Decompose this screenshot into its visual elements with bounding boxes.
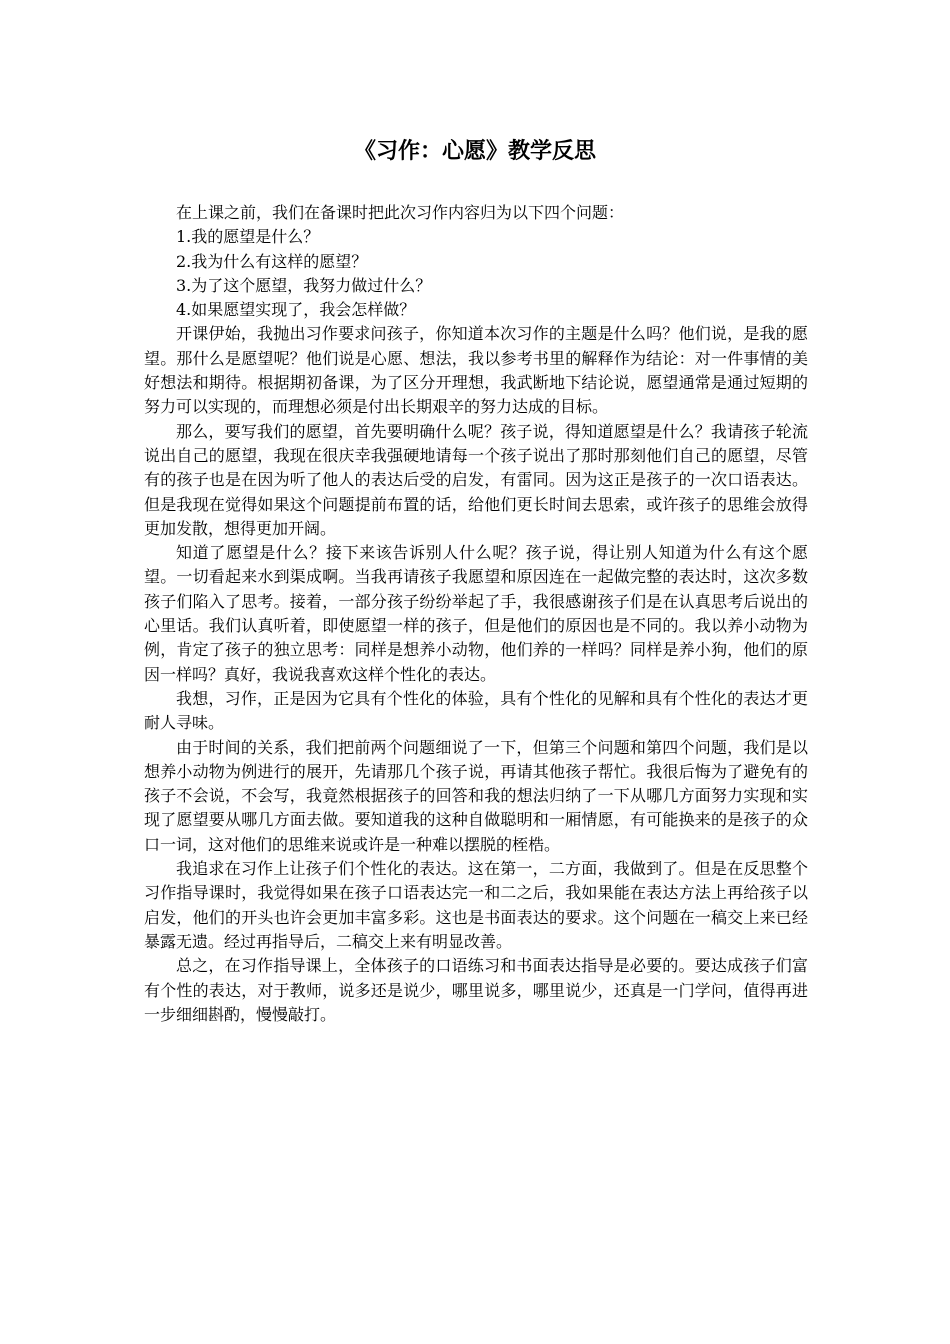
paragraph-time: 由于时间的关系，我们把前两个问题细说了一下，但第三个问题和第四个问题，我们是以想养小动物为例进行的展开，先请那几个孩子说，再请其他孩子帮忙。我很后悔为了避免有的孩子不会说，不会写，我竟然根据孩子的回答和我的想法归纳了一下从哪几方面努力实现和实现了愿望要从哪几方面去做。要知道我的这种自做聪明和一厢情愿，有可能换来的是孩子的众口一词，这对他们的思维来说或许是一种难以摆脱的桎梏。 (144, 737, 808, 854)
question-item-2: 2.我为什么有这样的愿望？ (176, 251, 368, 271)
paragraph-why-wish: 知道了愿望是什么？接下来该告诉别人什么呢？孩子说，得让别人知道为什么有这个愿望。一切看起来水到渠成啊。当我再请孩子我愿望和原因连在一起做完整的表达时，这次多数孩子们陷入了思考。接着，一部分孩子纷纷举起了手，我很感谢孩子们是在认真思考后说出的心里话。我们认真听着，即使愿望一样的孩子，但是他们的原因也是不同的。我以养小动物为例，肯定了孩子的独立思考：同样是想养小动物，他们养的一样吗？同样是养小狗，他们的原因一样吗？真好，我说我喜欢这样个性化的表达。 (144, 543, 808, 684)
paragraph-reflection: 我追求在习作上让孩子们个性化的表达。这在第一，二方面，我做到了。但是在反思整个习作指导课时，我觉得如果在孩子口语表达完一和二之后，我如果能在表达方法上再给孩子以启发，他们的开头也许会更加丰富多彩。这也是书面表达的要求。这个问题在一稿交上来已经暴露无遗。经过再指导后，二稿交上来有明显改善。 (144, 859, 808, 951)
paragraph-opening: 开课伊始，我抛出习作要求问孩子，你知道本次习作的主题是什么吗？他们说，是我的愿望。那什么是愿望呢？他们说是心愿、想法，我以参考书里的解释作为结论：对一件事情的美好想法和期待。根据期初备课，为了区分开理想，我武断地下结论说，愿望通常是通过短期的努力可以实现的，而理想必须是付出长期艰辛的努力达成的目标。 (144, 324, 808, 417)
question-item-4: 4.如果愿望实现了，我会怎样做？ (176, 300, 416, 320)
document-title: 《习作：心愿》教学反思 (353, 139, 596, 164)
intro-paragraph: 在上课之前，我们在备课时把此次习作内容归为以下四个问题： (176, 203, 625, 222)
paragraph-what-wish: 那么，要写我们的愿望，首先要明确什么呢？孩子说，得知道愿望是什么？我请孩子轮流说出自己的愿望，我现在很庆幸我强硬地请每一个孩子说出了那时那刻他们自己的愿望，尽管有的孩子也是在因为听了他人的表达后受的启发，有雷同。因为这正是孩子的一次口语表达。但是我现在觉得如果这个问题提前布置的话，给他们更长时间去思索，或许孩子的思维会放得更加发散，想得更加开阔。 (144, 421, 808, 538)
question-item-1: 1.我的愿望是什么？ (176, 227, 320, 247)
document-body (144, 201, 808, 1027)
question-item-3: 3.为了这个愿望，我努力做过什么？ (176, 275, 432, 295)
paragraph-conclusion: 总之，在习作指导课上，全体孩子的口语练习和书面表达指导是必要的。要达成孩子们富有个性的表达，对于教师，说多还是说少，哪里说多，哪里说少，还真是一门学问，值得再进一步细细斟酌，慢慢敲打。 (144, 956, 808, 1024)
paragraph-personalized: 我想，习作，正是因为它具有个性化的体验，具有个性化的见解和具有个性化的表达才更耐人寻味。 (144, 688, 808, 733)
